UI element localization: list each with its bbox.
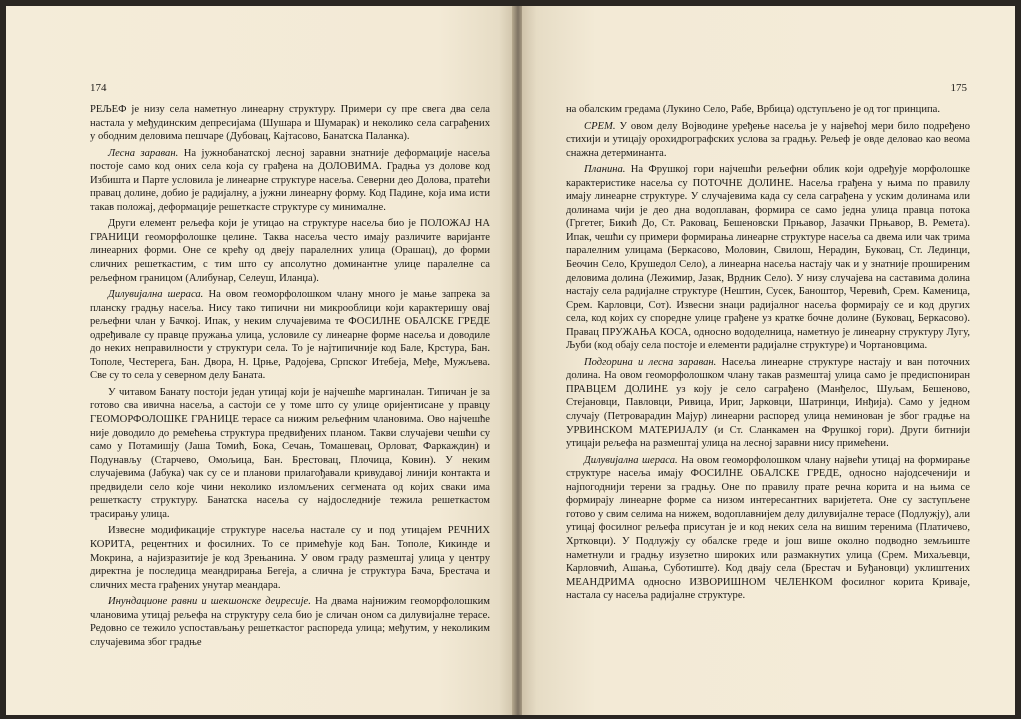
paragraph-lead: Инундационе равни и шекшонске деџресије. <box>108 596 311 608</box>
paragraph-body: На Фрушкој гори најчешћи рељефни облик који одређује морфолошке карактеристике насеља су ПОТОЧНЕ ДОЛИНЕ. Насеља грађена у њима по правилу имају линеарне структуре. У случајевима када су села саграђена у уским долинама или долинама чији је део дна водоплаван, формира се само једна улица правца потока (Гргетег, Бикић До, Ст. Раковац, Бешеновски Прњавор, Јазачки Прњавор, В. Ремета). Ипак, чешћи су примери формирања линеарне структуре насеља са двема или чак трима паралелним улицама (Беркасово, Моловин, Свилош, Нерадин, Буковац, Ст. Лединци, Беочин Село, Крушедол Село), а линеарна насеља настају чак и у знатније проширеним деловима долина (Лежимир, Јазак, Врдник Село). У низу случајева на саставима долина настају села радијалне структуре (Нештин, Сусек, Баноштор, Черевић, Срем. Каменица, Срем. Карловци, Сот). Извесни знаци радијалног насеља формирају се и код других села, код којих су споредне улице грађене уз кратке бочне долине (Буковац, Беркасово). Правац ПРУЖАЊА КОСА, односно вододелница, наметнуо је линеарну структуру Лугу, Љуби (код обају села постоје и елементи радијалне структуре) и Чортановцима. <box>566 164 970 352</box>
paragraph-lead: Планина. <box>584 164 626 176</box>
left-page <box>6 6 514 715</box>
paragraph-body: На јужнобанатској лесној заравни знатније деформације насеља постоје само код оних села која су грађена на ДОЛОВИМА. Градња уз долове код Избишта и Парте условила је линеарне структуре насеља. Северни део Долова, пратећи правац долине, добио је радијалну, а јужни линеарну форму. Код Падине, која има исти такав положај, деформације решеткасте структуре су минималне. <box>90 147 490 213</box>
paragraph-body: РЕЉЕФ је низу села наметнуо линеарну структуру. Примери су пре свега два села настала у међудинским депресијама (Шушара и Шумарак) и неколико села саграђених у ободним деловима пешчаре (Дубовац, Кајтасово, Банатска Паланка). <box>90 104 490 143</box>
paragraph-body: У овом делу Војводине уређење насеља је у највећој мери било подређено стихији и утицају орохидрографских услова за градњу. Рељеф је овде деловао као веома снажна детерминанта. <box>566 120 970 159</box>
paragraph-body: На двама најнижим геоморфолошким члановима утицај рељефа на структуру села био је сличан оном са дилувијалне терасе. Редовно се тежило успостављању решеткастог распореда улица; међутим, у неколиким случајевима због градње <box>90 596 490 648</box>
paragraph <box>90 288 490 383</box>
paragraph <box>90 147 490 215</box>
paragraph <box>566 103 970 117</box>
paragraph-body: На овом геоморфолошком члану много је мање запрека за планску градњу насеља. Нису тако типични ни микрооблици који карактеришу овај рељефни члан у Бачкој. Ипак, у неким случајевима те ФОСИЛНЕ ОБАЛСКЕ ГРЕДЕ одређивале су правце пружања улица, условиле су линеарне форме насеља и доводиле до неких неправилности у структури села. То је најтипичније код Бале, Крстура, Бан. Тополе, Честерега, Бан. Двора, Н. Црње, Радојева, Српског Итебеја, Међе, Мужљева. Све су то села у северном делу Баната. <box>90 289 490 382</box>
page-number: 174 <box>90 82 107 94</box>
paragraph-lead: Лесна зараван. <box>108 147 179 159</box>
paragraph-body: Насеља линеарне структуре настају и ван поточних долина. На овом геоморфолошком члану такав размештај улица само је предиспониран ПРАВЦЕМ ДОЛИНЕ уз коју је село саграђено (Манђелос, Шуљам, Бешеново, Стејановци, Павловци, Ривица, Ириг, Јарковци, Шатринци, Инђија). Само у једном случају (Петроварадин Мајур) линеарни распоред улица неминован је због градње на УРВИНСКОМ МАТЕРИЈАЛУ (и Ст. Сланкамен на Фрушкој гори). Други битнији утицаји рељефа на размештај улица на лесној заравни нису примећени. <box>566 356 971 450</box>
paragraph <box>566 356 970 451</box>
paragraph-lead: Дилувијална шераса. <box>584 454 678 466</box>
paragraph <box>90 386 490 521</box>
paragraph-lead: СРЕМ. <box>584 120 616 132</box>
page-number: 175 <box>950 82 967 94</box>
paragraph <box>566 454 970 603</box>
paragraph-body: Други елемент рељефа који је утицао на структуре насеља био је ПОЛОЖАЈ НА ГРАНИЦИ геоморфолошке целине. Таква насеља често имају различите варијанте линеарних форми. Оне се крећу од двеју паралелних улица (Орашац), до форми сличних решеткастим, с тим што су апсолутно доминантне улице паралелне са рељефном границом (Алибунар, Селеуш, Иланџа). <box>90 218 490 284</box>
paragraph <box>566 120 970 161</box>
paragraph <box>566 163 970 353</box>
paragraph <box>90 103 490 144</box>
paragraph-body: Извесне модификације структуре насеља настале су и под утицајем РЕЧНИХ КОРИТА, рецентних и фосилних. То се примећује код Бан. Тополе, Кикинде и Мокрина, а најизразитије је код Зрењанина. У овом граду размештај улица у центру директна је последица меандрирања Бегеја, а слична је структура Бача, Брестача и сличних места грађених унутар меандара. <box>90 525 490 591</box>
paragraph-lead: Дилувијална шераса. <box>108 289 204 301</box>
paragraph <box>90 524 490 592</box>
page-text <box>566 103 970 603</box>
paragraph-body: У читавом Банату постоји један утицај који је најчешће маргиналан. Типичан је за готово сва ивична насеља, а састоји се у томе што су улице оријентисане у правцу ГЕОМОРФОЛОШКЕ ГРАНИЦЕ терасе са нижим рељефним члановима. Ово најчешће није доводило до ремећења структура предвиђених планом. Такви случајеви чешћи су само у Потамишју (Јаша Томић, Бока, Сечањ, Томашевац, Орловат, Фаркаждин) и Подунављу (Старчево, Омољица, Бан. Брестовац, Плочица, Ковин). У неким случајевима (Јабука) чак су се и планови прилагођавали кривудавој линији контакта и предвидели село које чини неколико изломљених сегмената од којих сваки има решеткасту структуру. Банатска насеља су најдоследније тежила решеткастом трасирању улица. <box>90 386 490 520</box>
paragraph <box>90 595 490 649</box>
right-page <box>522 6 1015 715</box>
paragraph-lead: Подгорина и лесна зараван. <box>584 356 717 368</box>
paragraph-body: на обалским гредама (Лукино Село, Рабе, Врбица) одступљено је од тог принципа. <box>566 104 941 115</box>
paragraph-body: На овом геоморфолошком члану највећи утицај на формирање структуре насеља имају ФОСИЛНЕ ОБАЛСКЕ ГРЕДЕ, односно најодсеченији и најпогоднији терени за градњу. Оне по правилу прате речна корита и на њима се формирају линеарне форме са низом интересантних варијетета. Оне су заступљене готово у свим селима на нижем, водоплавнијем делу дилувијалне терасе (Подлужју), али утицај фосилног рељефа присутан је и код неких села на вишим теренима (Платичево, Хртковци). У Подлужју су обалске греде и још више околно подводно земљиште наметнули и градњу изузетно широких или размакнутих улица (Срем. Михаљевци, Карловчић, Ашања, Суботиште). Код двају села (Брестач и Буђановци) уклиштених МЕАНДРИМА односно ИЗВОРИШНОМ ЧЕЛЕНКОМ фосилног корита Криваје, настала су насеља радијалне структуре. <box>566 454 970 602</box>
page-text <box>90 103 490 649</box>
paragraph <box>90 217 490 285</box>
